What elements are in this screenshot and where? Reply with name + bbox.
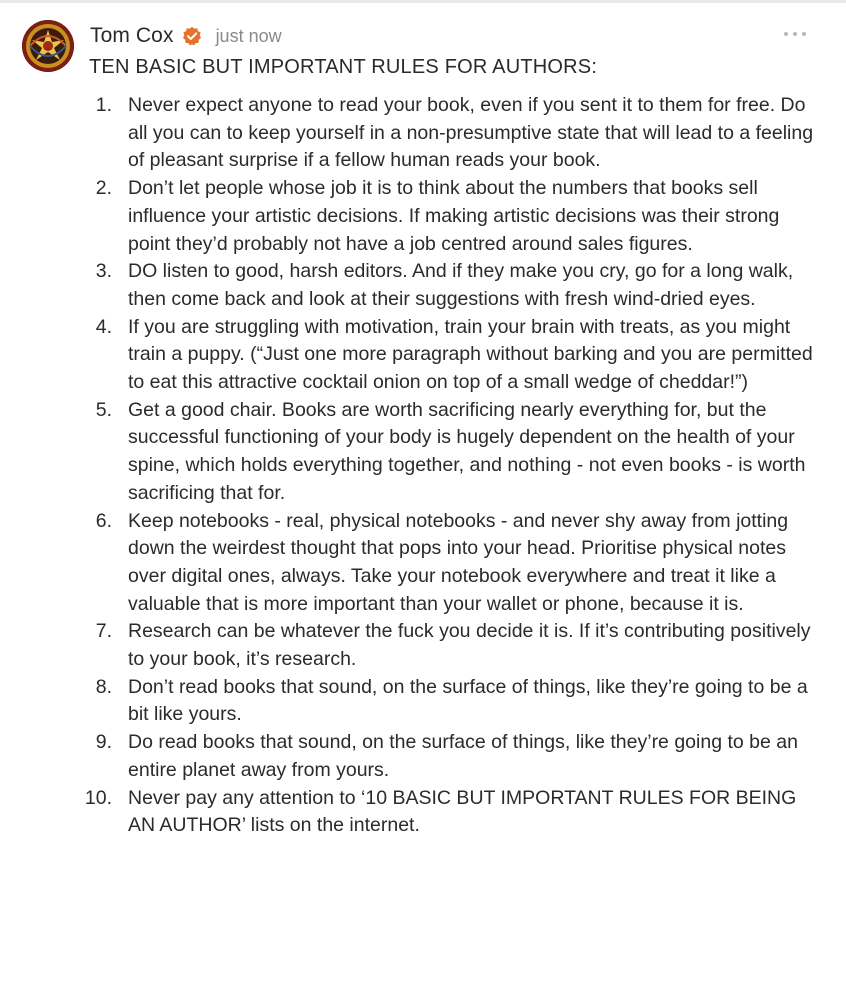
verified-badge-icon xyxy=(182,26,202,46)
rule-number: 4. xyxy=(95,315,112,338)
more-options-icon[interactable] xyxy=(784,26,806,42)
avatar-image xyxy=(22,20,74,72)
post-header xyxy=(90,21,282,51)
rule-text: Don’t let people whose job it is to think about the numbers that books sell influence your artistic decisions. If making artistic decisions was their strong point they’d probably not have a job centred around sales figures. xyxy=(128,177,780,255)
rule-number: 3. xyxy=(95,260,112,283)
rule-item xyxy=(0,508,846,619)
rule-number: 10. xyxy=(84,786,112,809)
rule-text: Do read books that sound, on the surface of things, like they’re going to be an entire planet away from yours. xyxy=(128,731,798,781)
rule-text: Never expect anyone to read your book, even if you sent it to them for free. Do all you can to keep yourself in a non-presumptive state that will lead to a feeling of pleasant surprise if a fellow human reads your book. xyxy=(128,94,814,172)
rule-item xyxy=(0,175,846,258)
rule-number: 2. xyxy=(95,177,112,200)
rule-number: 7. xyxy=(95,620,112,643)
rules-list xyxy=(0,92,846,840)
dot xyxy=(802,32,806,36)
rule-number: 5. xyxy=(95,398,112,421)
author-avatar[interactable] xyxy=(22,20,74,72)
rule-item xyxy=(0,729,846,784)
rule-number: 1. xyxy=(95,94,112,116)
rule-item xyxy=(0,258,846,313)
rule-text: Get a good chair. Books are worth sacrificing nearly everything for, but the successful functioning of your body is hugely dependent on the health of your spine, which holds everything together, and nothing - not even books - is worth sacrificing that for. xyxy=(128,398,806,504)
rule-item xyxy=(0,314,846,397)
rule-text: Keep notebooks - real, physical notebooks - and never shy away from jotting down the weirdest thought that pops into your head. Prioritise physical notes over digital ones, always. Take your notebook everywhere and treat it like a valuable that is more important than your wallet or phone, because it is. xyxy=(128,509,789,615)
rule-text: Never pay any attention to ‘10 BASIC BUT IMPORTANT RULES FOR BEING AN AUTHOR’ lists on the internet. xyxy=(128,786,797,837)
rule-text: DO listen to good, harsh editors. And if they make you cry, go for a long walk, then come back and look at their suggestions with fresh wind-dried eyes. xyxy=(128,260,794,310)
rule-text: Don’t read books that sound, on the surface of things, like they’re going to be a bit like yours. xyxy=(128,675,808,726)
post-timestamp: just now xyxy=(215,25,282,46)
rule-text: Research can be whatever the fuck you decide it is. If it’s contributing positively to your book, it’s research. xyxy=(128,620,811,671)
rule-item xyxy=(0,785,846,840)
dot xyxy=(784,32,788,36)
rule-item xyxy=(0,618,846,673)
rule-text: If you are struggling with motivation, train your brain with treats, as you might train a puppy. (“Just one more paragraph without barking and you are permitted to eat this attractive cocktail onion on top of a small wedge of cheddar!”) xyxy=(128,315,813,394)
rule-item xyxy=(0,397,846,508)
rule-number: 8. xyxy=(95,675,112,698)
rule-number: 9. xyxy=(95,731,112,754)
author-name[interactable]: Tom Cox xyxy=(90,24,174,47)
rule-item xyxy=(0,92,846,175)
rule-number: 6. xyxy=(95,509,112,532)
post-headline: TEN BASIC BUT IMPORTANT RULES FOR AUTHORS: xyxy=(89,56,598,78)
rule-item xyxy=(0,674,846,729)
dot xyxy=(793,32,797,36)
